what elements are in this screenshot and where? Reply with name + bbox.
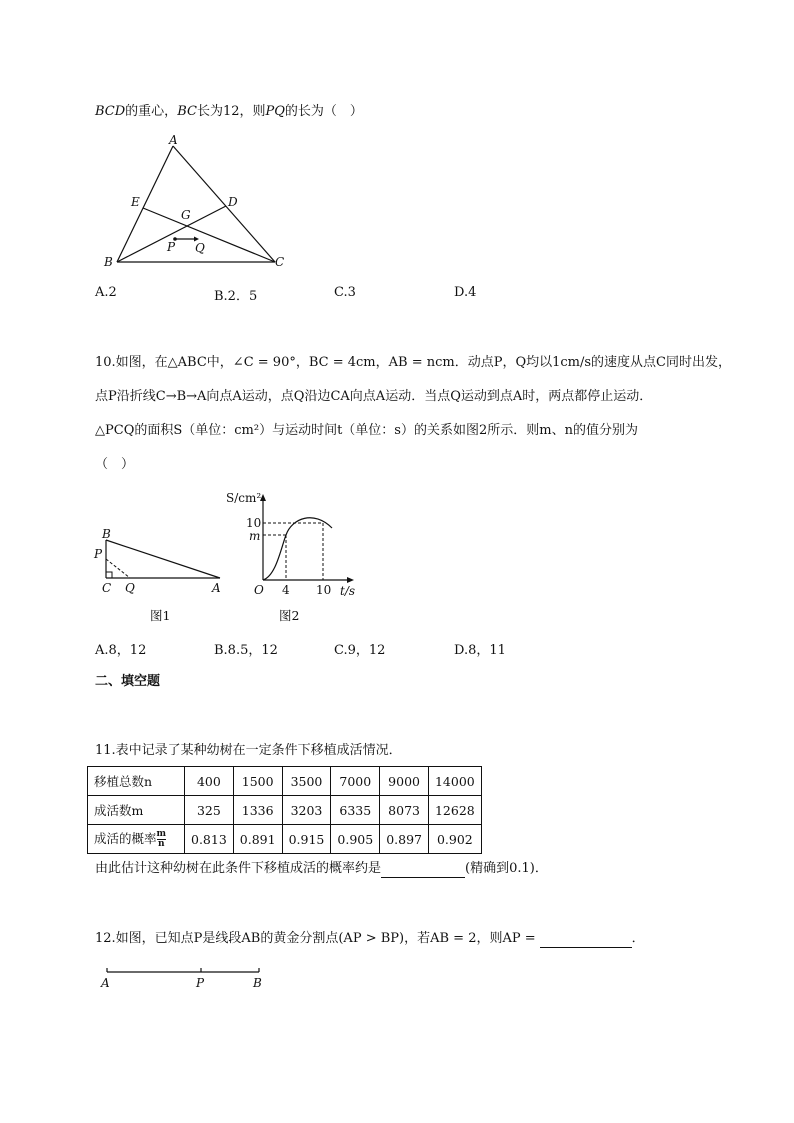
q11-stem: 11.表中记录了某种幼树在一定条件下移植成活情况．: [95, 743, 402, 758]
origin-label: O: [254, 583, 264, 597]
q10-stem-line-4: （ ）: [95, 457, 135, 472]
label-b: B: [253, 976, 262, 990]
tick-m: m: [249, 529, 261, 543]
tick-x10: 10: [316, 583, 332, 597]
q9-stem-part: 长为12，则: [196, 104, 266, 119]
q12-stem-suffix: ．: [631, 931, 645, 946]
q10-stem-line-1: 10.如图，在△ABC中，∠C = 90°，BC = 4cm，AB = ncm．动点P，Q均以1cm/s的速度从点C同时出发，: [95, 355, 731, 370]
q10-stem-line-2: 点P沿折线C→B→A向点A运动，点Q沿边CA向点A运动．当点Q运动到点A时，两点都停止运动．: [95, 389, 653, 404]
caption-fig1: 图1: [150, 608, 171, 623]
q10-choice-d[interactable]: D.8，11: [454, 643, 506, 658]
q9-triangle-figure: [95, 130, 305, 275]
edge-ac: [173, 146, 275, 262]
q11-answer-line: [95, 860, 548, 878]
q9-stem-part: PQ: [265, 104, 285, 119]
label-p: P: [196, 976, 205, 990]
q12-segment-figure: [95, 962, 275, 996]
q11-answer-suffix: (精确到0.1)．: [465, 861, 548, 876]
q10-choice-a[interactable]: A.8，12: [95, 643, 147, 658]
table-cell: 12628: [428, 796, 481, 825]
area-curve: [263, 518, 332, 580]
label-p: P: [94, 547, 103, 561]
label-c: C: [275, 255, 285, 269]
q9-choice-d[interactable]: D.4: [454, 285, 477, 300]
tick-10: 10: [246, 516, 262, 530]
q9-stem-part: BCD: [95, 104, 126, 119]
x-axis-label: t/s: [340, 584, 356, 598]
table-cell: 0.902: [428, 825, 481, 854]
q9-choice-a[interactable]: A.2: [95, 285, 117, 300]
median-ce: [143, 208, 275, 262]
label-b: B: [102, 527, 111, 541]
table-cell: 8073: [380, 796, 429, 825]
label-a: A: [101, 976, 110, 990]
table-row: [88, 767, 482, 796]
q10-stem-line-3: △PCQ的面积S（单位：cm²）与运动时间t（单位：s）的关系如图2所示．则m、n的值分别为: [95, 423, 638, 438]
label-d: D: [228, 195, 238, 209]
q11-answer-blank[interactable]: [381, 862, 465, 878]
q9-stem-part: 的重心，: [125, 104, 178, 119]
segment-pq: [106, 559, 130, 578]
label-p: P: [167, 240, 176, 254]
caption-fig2: 图2: [279, 608, 300, 623]
label-g: G: [181, 208, 191, 222]
table-cell: 9000: [380, 767, 429, 796]
table-cell: 14000: [428, 767, 481, 796]
q10-choice-c[interactable]: C.9，12: [334, 643, 386, 658]
table-cell: 0.813: [185, 825, 234, 854]
tick-x4: 4: [282, 583, 290, 597]
table-row: [88, 825, 482, 854]
frac-numerator: m: [156, 829, 167, 839]
label-a: A: [212, 581, 221, 595]
row-header-total: 移植总数n: [88, 767, 185, 796]
table-cell: 3203: [282, 796, 331, 825]
table-cell: 1500: [233, 767, 282, 796]
label-c: C: [102, 581, 112, 595]
q12-stem: [95, 930, 645, 948]
table-cell: 0.905: [331, 825, 380, 854]
q10-choice-b[interactable]: B.8.5，12: [214, 643, 278, 658]
label-b: B: [104, 255, 113, 269]
rate-label: 成活的概率: [94, 831, 157, 846]
q9-stem-part: BC: [177, 104, 197, 119]
section-title: 二、填空题: [95, 674, 161, 689]
q9-choice-b[interactable]: B.2．5: [214, 289, 258, 304]
table-cell: 400: [185, 767, 234, 796]
row-header-survived: 成活数m: [88, 796, 185, 825]
row-header-rate: [88, 825, 185, 854]
q12-answer-blank[interactable]: [540, 932, 632, 948]
table-cell: 6335: [331, 796, 380, 825]
table-cell: 1336: [233, 796, 282, 825]
table-cell: 0.915: [282, 825, 331, 854]
table-cell: 0.891: [233, 825, 282, 854]
label-q: Q: [195, 241, 205, 255]
table-cell: 0.897: [380, 825, 429, 854]
q9-stem-part: 的长为（ ）: [284, 104, 363, 119]
table-cell: 325: [185, 796, 234, 825]
q11-answer-prefix: 由此估计这种幼树在此条件下移植成活的概率约是: [95, 861, 382, 876]
q9-choice-c[interactable]: C.3: [334, 285, 356, 300]
table-cell: 7000: [331, 767, 380, 796]
x-axis-arrow: [347, 577, 354, 583]
q9-stem: [95, 103, 363, 121]
q11-table: [87, 766, 482, 854]
table-cell: 3500: [282, 767, 331, 796]
edge-ab: [117, 146, 173, 262]
q12-stem-prefix: 12.如图，已知点P是线段AB的黄金分割点(AP > BP)，若AB = 2，则AP =: [95, 931, 536, 946]
label-q: Q: [125, 581, 135, 595]
fraction-m-over-n: [157, 830, 167, 849]
right-angle-mark: [106, 572, 112, 578]
table-row: [88, 796, 482, 825]
frac-denominator: n: [158, 839, 165, 849]
q10-figure-2: [218, 488, 368, 628]
label-a: A: [169, 133, 178, 147]
label-e: E: [131, 195, 140, 209]
q10-figure-1: [92, 526, 232, 626]
y-axis-label: S/cm²: [226, 491, 262, 505]
